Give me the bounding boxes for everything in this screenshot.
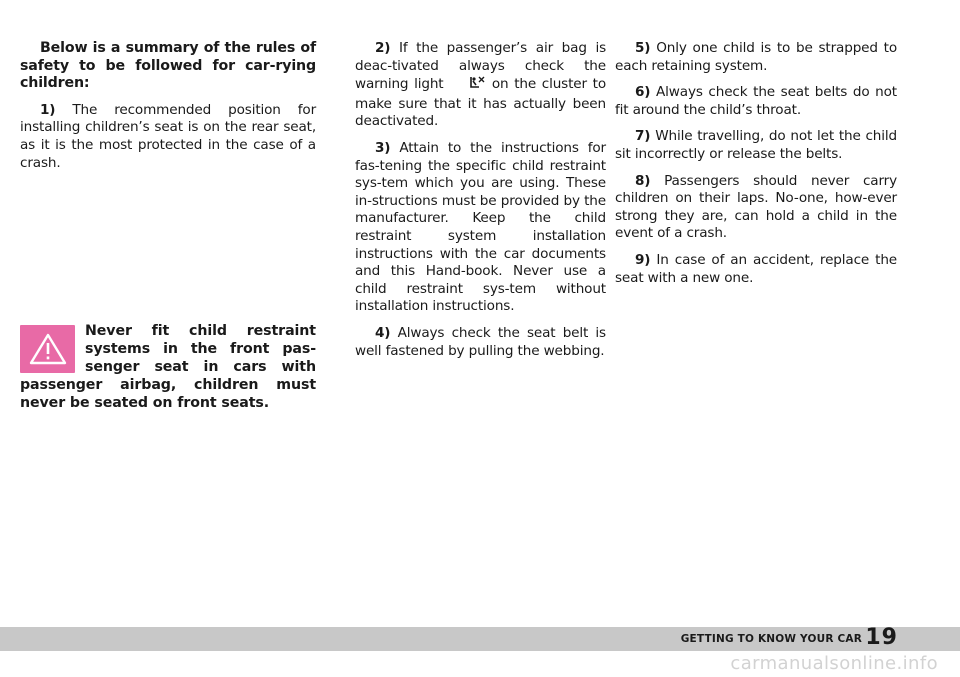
rule-7-number: 7) (635, 128, 651, 145)
rule-1 (20, 102, 316, 172)
warning-text: Never fit child restraint systems in the front pas-senger seat in cars with passenger airbag, children must never be seated on front seats. (20, 323, 316, 411)
rule-9 (615, 252, 897, 287)
left-column (20, 40, 316, 181)
rule-9-number: 9) (635, 251, 651, 268)
rule-3 (355, 140, 606, 316)
rule-8 (615, 173, 897, 243)
right-column (615, 40, 897, 296)
page-number: 19 (865, 625, 898, 650)
rule-6-number: 6) (635, 84, 651, 101)
rule-8-text: Passengers should never carry children on their laps. No-one, how-ever strong they are, can hold a child in the event of a crash. (615, 172, 897, 242)
rule-8-number: 8) (635, 172, 651, 189)
airbag-off-warning-icon (449, 75, 486, 96)
rule-6-text: Always check the seat belts do not fit around the child’s throat. (615, 84, 897, 118)
rule-3-number: 3) (375, 139, 391, 156)
rule-2 (355, 40, 606, 131)
rule-4-text: Always check the seat belt is well fastened by pulling the webbing. (355, 324, 606, 359)
rule-2-text-a: If the passenger’s air bag is deac-tivated always check the warning light (355, 40, 607, 93)
warning-box (20, 322, 316, 412)
rule-5 (615, 40, 897, 75)
rule-1-number: 1) (40, 101, 56, 118)
rule-3-text: Attain to the instructions for fas-tening the specific child restraint sys-tem which you are using. These in-structions must be provided by the manufacturer. Keep the child restraint system installation instructions with the car documents and this Hand-book. Never use a child restraint sys-tem without installation instructions. (355, 139, 606, 315)
rule-7 (615, 128, 897, 163)
rule-6 (615, 84, 897, 119)
rule-7-text: While travelling, do not let the child sit incorrectly or release the belts. (615, 128, 898, 162)
rule-2-number: 2) (375, 40, 391, 56)
warning-triangle-icon (20, 325, 75, 373)
rule-5-number: 5) (635, 40, 651, 56)
footer-bar (0, 627, 960, 651)
rule-4 (355, 325, 606, 360)
rule-1-text: The recommended position for installing children’s seat is on the rear seat, as it is the most protected in the case of a crash. (20, 101, 317, 171)
rule-5-text: Only one child is to be strapped to each retaining system. (615, 40, 898, 74)
rule-4-number: 4) (375, 324, 391, 341)
rule-9-text: In case of an accident, replace the seat with a new one. (615, 251, 897, 286)
middle-column (355, 40, 606, 369)
intro-paragraph: Below is a summary of the rules of safety to be followed for car-rying children: (20, 40, 316, 92)
rule-2-text-b: on the cluster to make sure that it has actually been deactivated. (355, 76, 606, 130)
watermark: carmanualsonline.info (730, 653, 938, 674)
section-label: GETTING TO KNOW YOUR CAR (680, 633, 862, 645)
